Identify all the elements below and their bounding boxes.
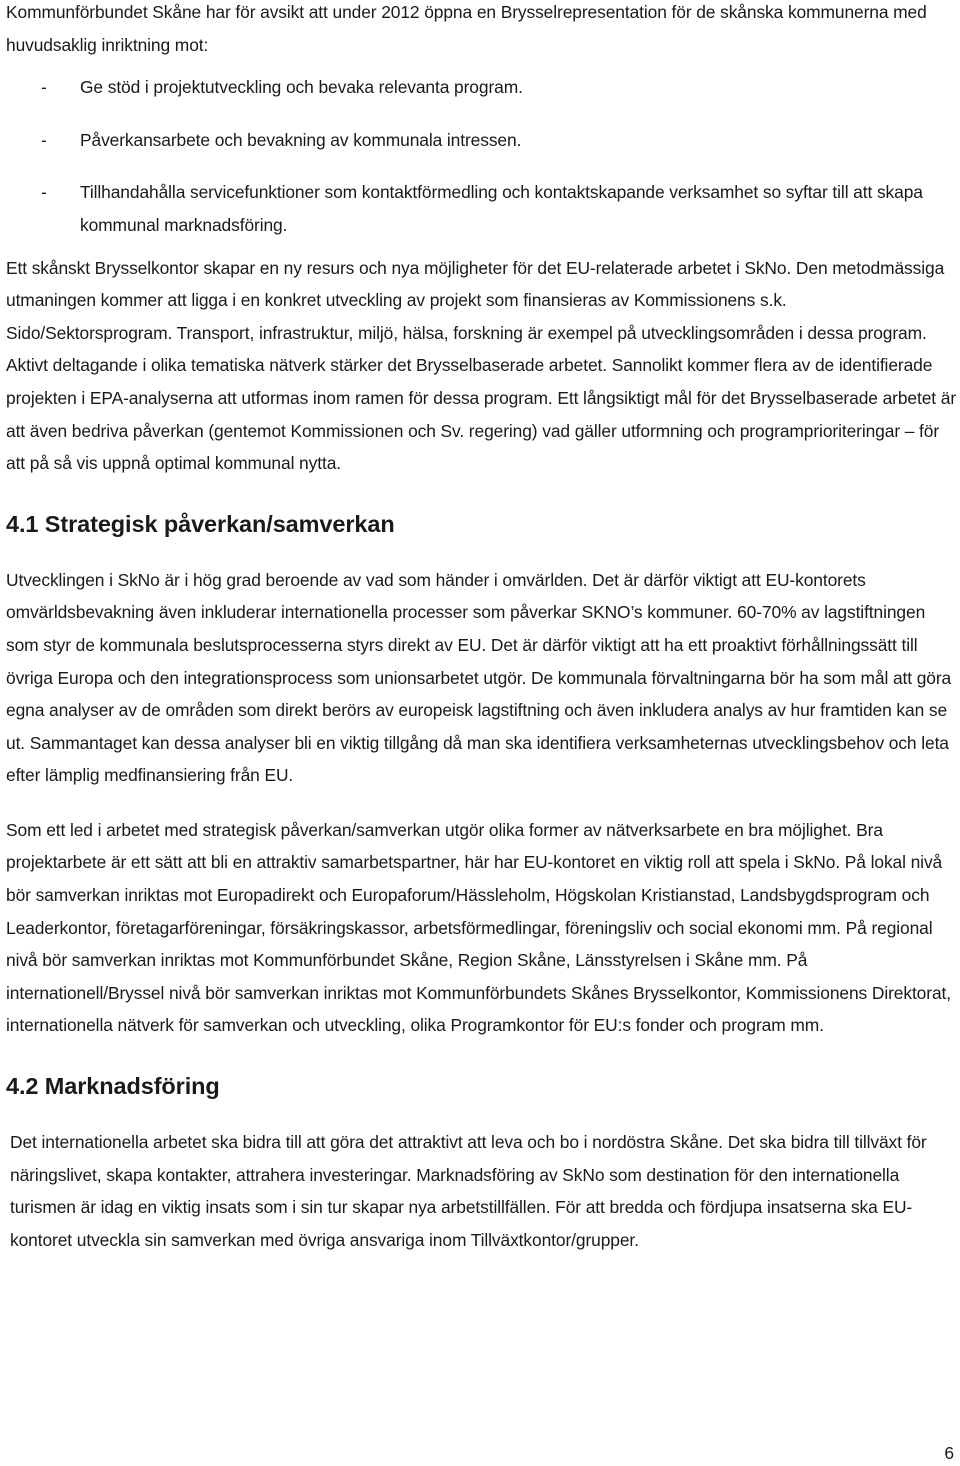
bullet-text: Påverkansarbete och bevakning av kommunala intressen. [80, 129, 522, 150]
section-heading-4-1: 4.1 Strategisk påverkan/samverkan [6, 510, 395, 537]
brysselkontor-paragraph: Ett skånskt Brysselkontor skapar en ny resurs och nya möjligheter för det EU-relaterade arbetet i SkNo. Den metodmässiga utmaningen kommer att ligga i en konkret utveckling av projekt som finansieras av Kommissionens s.k. Sido/Sektorsprogram. Transport, infrastruktur, miljö, hälsa, forskning är exempel på utvecklingsområden i dessa program. Aktivt deltagande i olika tematiska nätverk stärker det Brysselbaserade arbetet. Sannolikt kommer flera av de identifierade projekten i EPA-analyserna att utformas inom ramen för dessa program. Ett långsiktigt mål för det Brysselbaserade arbetet är att även bedriva påverkan (gentemot Kommissionen och Sv. regering) vad gäller utformning och programprioriteringar – för att på så vis uppnå optimal kommunal nytta. [6, 257, 957, 474]
page-number: 6 [944, 1443, 954, 1463]
section-4-1-paragraph-1: Utvecklingen i SkNo är i hög grad beroende av vad som händer i omvärlden. Det är därför viktigt att EU-kontorets omvärldsbevakning även inkluderar internationella processer som påverkar SKNO’s kommuner. 60-70% av lagstiftningen som styr de kommunala beslutsprocesserna styrs direkt av EU. Det är därför viktigt att ha ett proaktivt förhållningssätt till övriga Europa och den integrationsprocess som unionsarbetet utgör. De kommunala förvaltningarna bör ha som mål att göra egna analyser av de områden som direkt berörs av europeisk lagstiftning och även inkludera analys av hur framtiden kan se ut. Sammantaget kan dessa analyser bli en viktig tillgång då man ska identifiera verksamheternas utvecklingsbehov och leta efter lämplig medfinansiering från EU. [6, 569, 952, 786]
bullet-dash: - [41, 182, 47, 203]
intro-paragraph: Kommunförbundet Skåne har för avsikt att under 2012 öppna en Brysselrepresentation för de skånska kommunerna med huvudsaklig inriktning mot: [6, 2, 927, 55]
bullet-text: Tillhandahålla servicefunktioner som kontaktförmedling och kontaktskapande verksamhet so syftar till att skapa kommunal marknadsföring. [80, 182, 923, 235]
bullet-item [6, 124, 956, 157]
bullet-dash: - [41, 129, 47, 150]
section-4-2-paragraph-1: Det internationella arbetet ska bidra till att göra det attraktivt att leva och bo i nordöstra Skåne. Det ska bidra till tillväxt för näringslivet, skapa kontakter, attrahera investeringar. Marknadsföring av SkNo som destination för den internationella turismen är idag en viktig insats som i sin tur skapar nya arbetstillfällen. För att bredda och fördjupa insatserna ska EU-kontoret utveckla sin samverkan med övriga ansvariga inom Tillväxtkontor/grupper. [10, 1132, 927, 1250]
bullet-dash: - [41, 77, 47, 98]
bullet-item [6, 176, 956, 241]
bullet-text: Ge stöd i projektutveckling och bevaka relevanta program. [80, 77, 523, 98]
bullet-item [6, 71, 956, 104]
bullet-list [6, 71, 956, 241]
document-page [6, 0, 956, 1256]
section-heading-4-2: 4.2 Marknadsföring [6, 1073, 220, 1100]
section-4-1-paragraph-2: Som ett led i arbetet med strategisk påverkan/samverkan utgör olika former av nätverksarbete en bra möjlighet. Bra projektarbete är ett sätt att bli en attraktiv samarbetspartner, här har EU-kontoret en viktig roll att spela i SkNo. På lokal nivå bör samverkan inriktas mot Europadirekt och Europaforum/Hässleholm, Högskolan Kristianstad, Landsbygdsprogram och Leaderkontor, företagarföreningar, försäkringskassor, arbetsförmedlingar, föreningsliv och social ekonomi mm. På regional nivå bör samverkan inriktas mot Kommunförbundet Skåne, Region Skåne, Länsstyrelsen i Skåne mm. På internationell/Bryssel nivå bör samverkan inriktas mot Kommunförbundets Skånes Brysselkontor, Kommissionens Direktorat, internationella nätverk för samverkan och utveckling, olika Programkontor för EU:s fonder och program mm. [6, 819, 951, 1036]
